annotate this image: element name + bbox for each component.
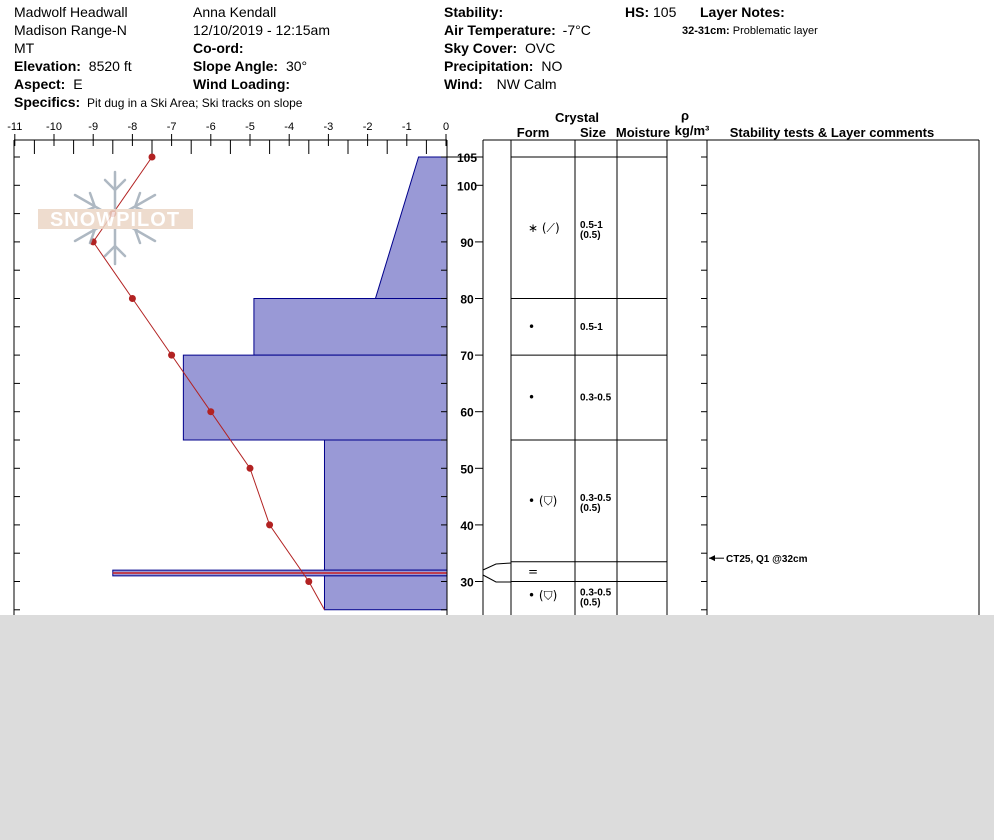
layer-size2-0: (0.5) [580,229,601,241]
snowpilot-logo [38,172,193,264]
sky-label: Sky Cover: [444,40,518,56]
temperature-point-60 [207,408,214,415]
layer-form-2: • [528,390,536,405]
wind-value: NW Calm [496,76,557,92]
x-tick-label: -11 [7,121,23,133]
layer-form-4: = [528,564,539,579]
stability-arrowhead [709,555,715,561]
x-tick-label: -8 [127,121,138,133]
depth-label-70: 70 [460,349,474,364]
precip-value: NO [541,58,563,74]
wind-label: Wind: [444,76,483,92]
temperature-point-70 [168,352,175,359]
layer-note-text: Problematic layer [732,25,818,37]
x-tick-label: -1 [401,121,412,133]
hardness-layer-3 [324,440,447,570]
layer-size-5: 0.3-0.5 [580,587,612,599]
col-moisture-header: Moisture [615,125,671,140]
layer-table [483,140,979,615]
wind-loading-label: Wind Loading: [193,76,291,92]
x-tick-label: -4 [284,121,295,133]
aspect-label: Aspect: [14,76,66,92]
precip-label: Precipitation: [444,58,534,74]
x-tick-label: -10 [46,121,62,133]
layer-size2-3: (0.5) [580,502,601,514]
stability-test-0: CT25, Q1 @32cm [726,554,808,566]
depth-label-60: 60 [460,405,474,420]
col-density-unit: kg/m³ [674,123,710,138]
layer-connector [483,575,511,582]
x-tick-label: 0 [442,121,450,133]
layer-size-1: 0.5-1 [580,321,603,333]
stability-label: Stability: [444,4,504,20]
air-temp-label: Air Temperature: [444,22,556,38]
col-size-header: Size [579,125,607,140]
x-tick-label: -2 [362,121,373,133]
sky-value: OVC [525,40,556,56]
depth-label-105: 105 [456,151,478,165]
hardness-layer-1 [254,299,447,356]
stability-tests [709,554,808,565]
state-name: MT [14,40,35,56]
temperature-point-105 [149,154,156,161]
depth-label-30: 30 [460,575,474,590]
observer-name: Anna Kendall [193,4,277,20]
depth-label-40: 40 [460,518,474,533]
location-name: Madwolf Headwall [14,4,128,20]
layer-size-2: 0.3-0.5 [580,392,612,404]
coord-label: Co-ord: [193,40,244,56]
temperature-point-30 [305,578,312,585]
hardness-layer-5 [324,576,447,610]
logo-text: SNOWPILOT [49,209,181,231]
specifics-label: Specifics: [14,94,81,110]
layer-size2-5: (0.5) [580,597,601,609]
col-rho-header: ρ [680,108,690,123]
x-tick-label: -7 [166,121,177,133]
temperature-point-80 [129,295,136,302]
x-tick-label: -3 [323,121,334,133]
layer-notes-label: Layer Notes: [700,4,785,20]
specifics-value: Pit dug in a Ski Area; Ski tracks on slope [87,96,303,110]
slope-label: Slope Angle: [193,58,279,74]
x-tick-label: -6 [205,121,216,133]
depth-label-90: 90 [460,235,474,250]
hardness-layer-2 [183,355,447,440]
depth-label-50: 50 [460,462,474,477]
col-crystal-header: Crystal [554,110,600,125]
hs-label: HS: [625,4,650,20]
air-temp-value: -7°C [562,22,591,38]
layer-connector [483,563,511,570]
x-tick-label: -9 [88,121,99,133]
observation-datetime: 12/10/2019 - 12:15am [193,22,330,38]
temperature-point-50 [247,465,254,472]
density-tick-marks [701,157,707,610]
hardness-layer-0 [375,157,447,299]
layer-form-3: • (⛉) [528,493,558,508]
hs-value: 105 [653,4,677,20]
col-form-header: Form [516,125,550,140]
layer-size-3: 0.3-0.5 [580,492,612,504]
x-tick-label: -5 [245,121,255,133]
aspect-value: E [73,76,83,92]
elevation-label: Elevation: [14,58,81,74]
layer-size-0: 0.5-1 [580,219,603,231]
layer-note-depth: 32-31cm: [682,25,730,37]
layer-form-5: • (⛉) [528,588,558,603]
depth-label-80: 80 [460,292,474,307]
range-name: Madison Range-N [14,22,127,38]
layer-form-1: • [528,319,536,334]
layer-form-0: ∗ (⟋) [528,220,560,235]
temperature-point-40 [266,521,273,528]
elevation-value: 8520 ft [88,58,132,74]
slope-value: 30° [285,58,308,74]
depth-label-100: 100 [456,179,478,194]
col-comments-header: Stability tests & Layer comments [729,125,935,140]
